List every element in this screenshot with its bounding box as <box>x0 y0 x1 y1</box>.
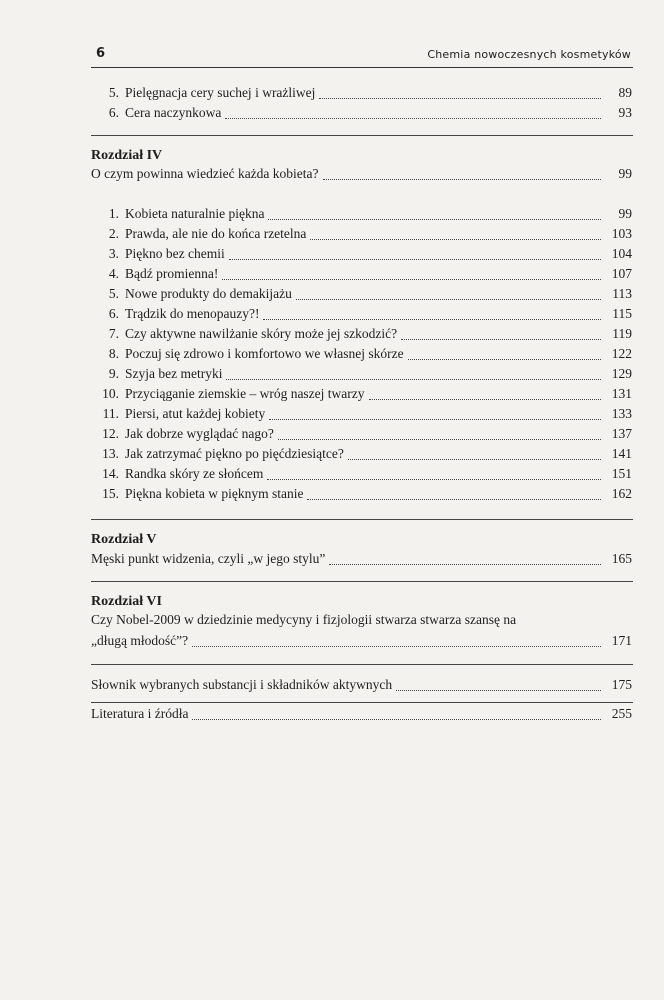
toc-entry[interactable] <box>97 105 632 125</box>
toc-entry[interactable] <box>97 446 632 466</box>
entry-title: Czy aktywne nawilżanie skóry może jej szkodzić? <box>125 326 398 341</box>
entry-number: 5. <box>108 85 119 100</box>
toc-entry[interactable] <box>91 633 632 653</box>
entry-title: Nowe produkty do demakijażu <box>125 286 292 301</box>
chapter-intro-entry[interactable] <box>91 166 632 186</box>
entry-title: Męski punkt widzenia, czyli „w jego stylu” <box>91 551 326 566</box>
page-number: 6 <box>96 46 106 61</box>
section-divider <box>91 664 633 665</box>
entry-number: 14. <box>102 466 119 481</box>
toc-entry[interactable] <box>97 266 632 286</box>
entry-title: Jak dobrze wyglądać nago? <box>125 426 274 441</box>
entry-number: 7. <box>108 326 119 341</box>
entry-title: Piękno bez chemii <box>125 246 225 261</box>
running-header <box>96 46 631 66</box>
dot-leader <box>310 239 601 240</box>
entry-page: 131 <box>611 386 632 401</box>
entry-title-line[interactable]: Czy Nobel-2009 w dziedzinie medycyny i fizjologii stwarza stwarza szansę na <box>91 612 517 627</box>
entry-page: 255 <box>611 706 632 721</box>
entry-title: Trądzik do menopauzy?! <box>125 306 260 321</box>
entry-page: 119 <box>612 326 632 341</box>
entry-number: 1. <box>108 206 119 221</box>
dot-leader <box>323 179 601 180</box>
header-rule <box>91 67 633 68</box>
entry-number: 12. <box>102 426 119 441</box>
entry-title: O czym powinna wiedzieć każda kobieta? <box>91 166 319 181</box>
entry-title: Pielęgnacja cery suchej i wrażliwej <box>125 85 316 100</box>
dot-leader <box>408 359 601 360</box>
toc-entry[interactable] <box>97 346 632 366</box>
chapter-heading: Rozdział IV <box>91 148 163 163</box>
entry-page: 137 <box>611 426 632 441</box>
dot-leader <box>267 479 601 480</box>
entry-title: Jak zatrzymać piękno po pięćdziesiątce? <box>125 446 344 461</box>
book-title: Chemia nowoczesnych kosmetyków <box>427 48 631 61</box>
toc-entry[interactable] <box>97 85 632 105</box>
entry-title: Cera naczynkowa <box>125 105 222 120</box>
dot-leader <box>192 719 601 720</box>
entry-title: Przyciąganie ziemskie – wróg naszej twarzy <box>125 386 365 401</box>
entry-title: Literatura i źródła <box>91 706 189 721</box>
dot-leader <box>263 319 601 320</box>
dot-leader <box>225 118 601 119</box>
entry-number: 4. <box>108 266 119 281</box>
section-divider <box>91 135 633 136</box>
dot-leader <box>296 299 601 300</box>
entry-title: „długą młodość”? <box>91 633 189 648</box>
dot-leader <box>222 279 601 280</box>
entry-number: 5. <box>108 286 119 301</box>
dot-leader <box>229 259 601 260</box>
entry-title: Piękna kobieta w pięknym stanie <box>125 486 304 501</box>
dot-leader <box>269 419 601 420</box>
toc-entry[interactable] <box>97 286 632 306</box>
entry-page: 151 <box>611 466 632 481</box>
entry-page: 103 <box>611 226 632 241</box>
entry-title: Słownik wybranych substancji i składników aktywnych <box>91 677 393 692</box>
toc-entry[interactable] <box>97 386 632 406</box>
entry-page: 107 <box>611 266 632 281</box>
dot-leader <box>278 439 601 440</box>
toc-entry[interactable] <box>97 426 632 446</box>
section-divider <box>91 519 633 520</box>
dot-leader <box>329 564 601 565</box>
toc-entry[interactable] <box>97 206 632 226</box>
chapter-heading: Rozdział V <box>91 532 157 547</box>
entry-title: Poczuj się zdrowo i komfortowo we własnej skórze <box>125 346 404 361</box>
toc-entry[interactable] <box>91 551 632 571</box>
dot-leader <box>307 499 601 500</box>
dot-leader <box>319 98 601 99</box>
dot-leader <box>192 646 601 647</box>
entry-number: 10. <box>102 386 119 401</box>
section-divider <box>91 581 633 582</box>
entry-page: 175 <box>611 677 632 692</box>
entry-page: 104 <box>611 246 632 261</box>
entry-number: 15. <box>102 486 119 501</box>
entry-page: 99 <box>618 166 632 181</box>
entry-title: Randka skóry ze słońcem <box>125 466 264 481</box>
entry-page: 122 <box>611 346 632 361</box>
entry-title: Bądź promienna! <box>125 266 219 281</box>
section-divider <box>91 702 633 703</box>
entry-title: Piersi, atut każdej kobiety <box>125 406 266 421</box>
entry-number: 2. <box>108 226 119 241</box>
entry-number: 6. <box>108 105 119 120</box>
toc-entry[interactable] <box>97 226 632 246</box>
dot-leader <box>348 459 601 460</box>
dot-leader <box>268 219 601 220</box>
entry-number: 6. <box>108 306 119 321</box>
toc-entry[interactable] <box>97 406 632 426</box>
toc-entry[interactable] <box>97 486 632 506</box>
dot-leader <box>226 379 601 380</box>
entry-number: 8. <box>108 346 119 361</box>
toc-entry[interactable] <box>97 306 632 326</box>
entry-page: 89 <box>618 85 632 100</box>
entry-page: 162 <box>611 486 632 501</box>
entry-page: 99 <box>618 206 632 221</box>
toc-entry[interactable] <box>97 466 632 486</box>
entry-title: Szyja bez metryki <box>125 366 223 381</box>
entry-page: 115 <box>612 306 632 321</box>
toc-entry[interactable] <box>97 366 632 386</box>
toc-entry[interactable] <box>91 677 632 697</box>
dot-leader <box>369 399 601 400</box>
entry-title: Kobieta naturalnie piękna <box>125 206 265 221</box>
chapter-heading: Rozdział VI <box>91 594 162 609</box>
entry-number: 13. <box>102 446 119 461</box>
entry-number: 3. <box>108 246 119 261</box>
entry-page: 133 <box>611 406 632 421</box>
entry-number: 9. <box>108 366 119 381</box>
entry-page: 141 <box>611 446 632 461</box>
toc-entry[interactable] <box>91 706 632 726</box>
entry-page: 113 <box>612 286 632 301</box>
entry-page: 93 <box>618 105 632 120</box>
entry-page: 171 <box>611 633 632 648</box>
entry-page: 165 <box>611 551 632 566</box>
dot-leader <box>401 339 601 340</box>
entry-page: 129 <box>611 366 632 381</box>
toc-entry[interactable] <box>97 246 632 266</box>
entry-title: Prawda, ale nie do końca rzetelna <box>125 226 307 241</box>
toc-entry[interactable] <box>97 326 632 346</box>
entry-number: 11. <box>102 406 119 421</box>
dot-leader <box>396 690 601 691</box>
